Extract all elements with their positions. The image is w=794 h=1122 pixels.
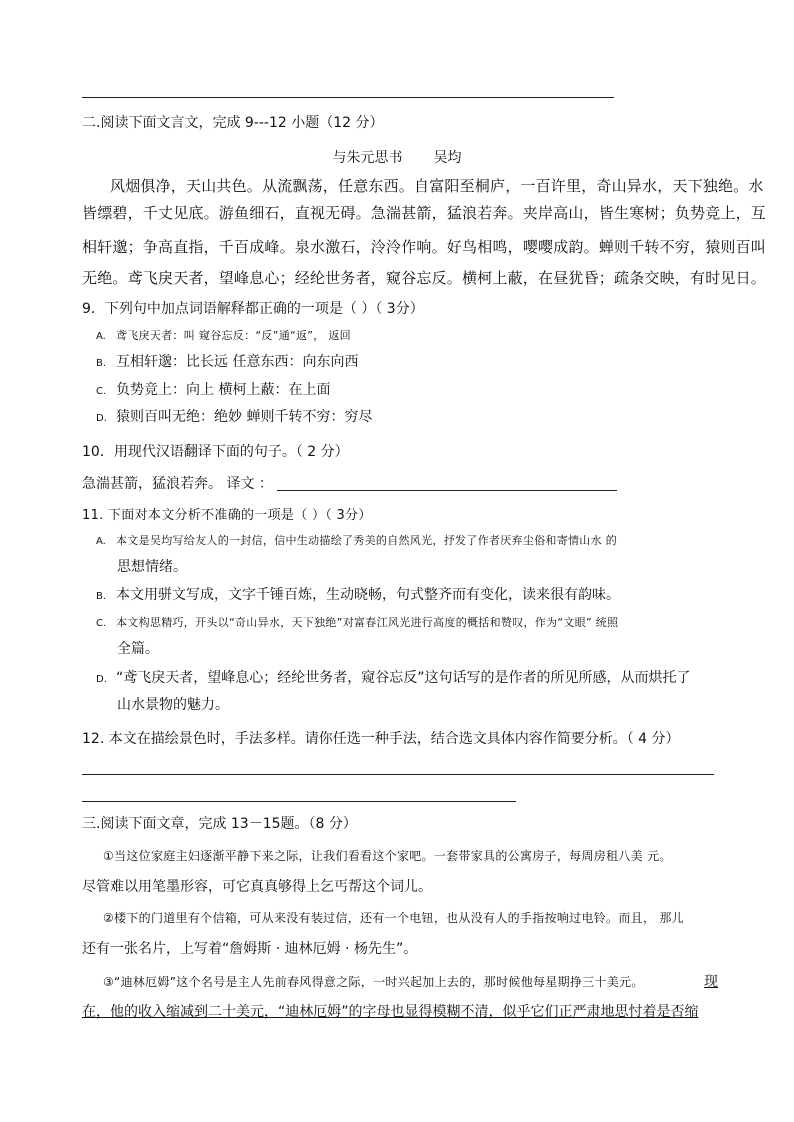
passage-line-3: 相轩邈；争高直指，千百成峰。泉水激石，泠泠作响。好鸟相鸣，嘤嘤成韵。蝉则千转不穷，猿则百叫 bbox=[82, 238, 767, 256]
passage-title-text: 与朱元思书 bbox=[332, 150, 403, 166]
q12-stem: 12. 本文在描绘景色时，手法多样。请你任选一种手法，结合选文具体内容作简要分析。（ 4 分） bbox=[82, 731, 680, 747]
q11-stem-text: 11. 下面对本文分析不准确的一项是（ ）（ 3分） bbox=[82, 508, 372, 523]
q12-answer-line-2[interactable] bbox=[82, 801, 516, 802]
s3-para3-underlined-start: 现 bbox=[704, 974, 718, 990]
q9-option-b bbox=[96, 352, 358, 374]
q10-translate-row bbox=[82, 474, 617, 494]
section2-heading: 二.阅读下面文言文，完成 9---12 小题（12 分） bbox=[82, 115, 384, 131]
q9-option-c bbox=[96, 380, 330, 402]
q9-option-b-letter: B. bbox=[96, 358, 107, 369]
q10-answer-field[interactable] bbox=[277, 476, 617, 491]
q9-stem: 9．下列句中加点词语解释都正确的一项是（ ）（ 3分） bbox=[82, 301, 424, 317]
passage-line-1: 风烟俱净，天山共色。从流飘荡，任意东西。自富阳至桐庐，一百许里，奇山异水，天下独绝。水 bbox=[110, 177, 764, 195]
q11-option-d-letter: D. bbox=[96, 674, 107, 685]
q11-option-a-cont: 思想情绪。 bbox=[117, 559, 187, 575]
q9-option-d bbox=[96, 407, 372, 429]
q11-option-c-cont: 全篇。 bbox=[117, 641, 159, 657]
q11-option-b bbox=[96, 585, 620, 607]
q11-option-d bbox=[96, 668, 691, 690]
s3-para3-line2: 在，他的收入缩减到二十美元，“迪林厄姆”的字母也显得模糊不清，似乎它们正严肃地思忖着是否缩 bbox=[82, 1004, 699, 1020]
q9-option-c-letter: C. bbox=[96, 386, 107, 397]
q12-answer-line-1[interactable] bbox=[82, 774, 714, 775]
q11-option-d-text: “鸢飞戾天者，望峰息心；经纶世务者，窥谷忘反”这句话写的是作者的所见所感，从而烘托了 bbox=[116, 670, 691, 686]
s3-para2-text1: ②楼下的门道里有个信箱，可从来没有装过信，还有一个电钮，也从没有人的手指按响过电铃。而且， 那儿 bbox=[103, 911, 684, 925]
s3-para3-text1: ③“迪林厄姆”这个名号是主人先前春风得意之际，一时兴起加上去的，那时候他每星期挣三十美元。 bbox=[103, 975, 644, 989]
passage-author: 吴均 bbox=[433, 150, 462, 166]
q10-sentence: 急湍甚箭，猛浪若奔。 译文 ： bbox=[82, 476, 273, 492]
q10-stem: 10．用现代汉语翻译下面的句子。（ 2 分） bbox=[82, 444, 349, 460]
q11-stem bbox=[82, 505, 372, 526]
q9-option-b-text: 互相轩邈：比长远 任意东西：向东向西 bbox=[116, 354, 359, 370]
s3-para1-line2: 尽管难以用笔墨形容，可它真真够得上乞丐帮这个词儿。 bbox=[82, 879, 432, 895]
q9-option-a-letter: A. bbox=[96, 331, 106, 342]
q11-option-b-letter: B. bbox=[96, 591, 107, 602]
q11-option-a bbox=[96, 530, 617, 552]
q11-option-c-letter: C. bbox=[96, 618, 107, 629]
passage-line-2: 皆缥碧，千丈见底。游鱼细石，直视无碍。急湍甚箭，猛浪若奔。夹岸高山，皆生寒树；负势竞上，互 bbox=[82, 204, 767, 222]
top-rule bbox=[82, 97, 614, 98]
q11-option-c-text: 本文构思精巧，开头以“奇山异水，天下独绝”对富春江风光进行高度的概括和赞叹，作为“文眼” 统照 bbox=[116, 616, 619, 629]
q9-option-d-letter: D. bbox=[96, 413, 107, 424]
q9-option-a-text: 鸢飞戾天者：叫 窥谷忘反：“反”通“返”， 返回 bbox=[116, 329, 351, 342]
q9-option-a bbox=[96, 325, 351, 347]
q11-option-b-text: 本文用骈文写成，文字千锤百炼，生动晓畅，句式整齐而有变化，读来很有韵味。 bbox=[116, 587, 620, 603]
q11-option-d-cont: 山水景物的魅力。 bbox=[117, 697, 229, 713]
passage-title bbox=[0, 147, 794, 167]
q11-option-a-letter: A. bbox=[96, 536, 106, 547]
passage-line-4: 无绝。鸢飞戾天者，望峰息心；经纶世务者，窥谷忘反。横柯上蔽，在昼犹昏；疏条交映，有时见日。 bbox=[82, 269, 767, 287]
q9-option-c-text: 负势竞上：向上 横柯上蔽：在上面 bbox=[116, 382, 331, 398]
section3-heading: 三.阅读下面文章，完成 13－15题。（8 分） bbox=[82, 816, 357, 832]
s3-para3-line1 bbox=[103, 972, 718, 992]
q11-option-a-text: 本文是吴均写给友人的一封信，信中生动描绘了秀美的自然风光，抒发了作者厌弃尘俗和寄情山水 的 bbox=[116, 534, 617, 547]
q11-option-c bbox=[96, 612, 618, 634]
q9-option-d-text: 猿则百叫无绝：绝妙 蝉则千转不穷：穷尽 bbox=[116, 409, 373, 425]
s3-para1-line1 bbox=[103, 846, 672, 866]
s3-para2-line2: 还有一张名片，上写着“詹姆斯 · 迪林厄姆 · 杨先生”。 bbox=[82, 941, 418, 957]
s3-para1-text1: ①当这位家庭主妇逐渐平静下来之际，让我们看看这个家吧。一套带家具的公寓房子，每周房租八美 元。 bbox=[103, 849, 672, 863]
s3-para2-line1 bbox=[103, 908, 684, 928]
